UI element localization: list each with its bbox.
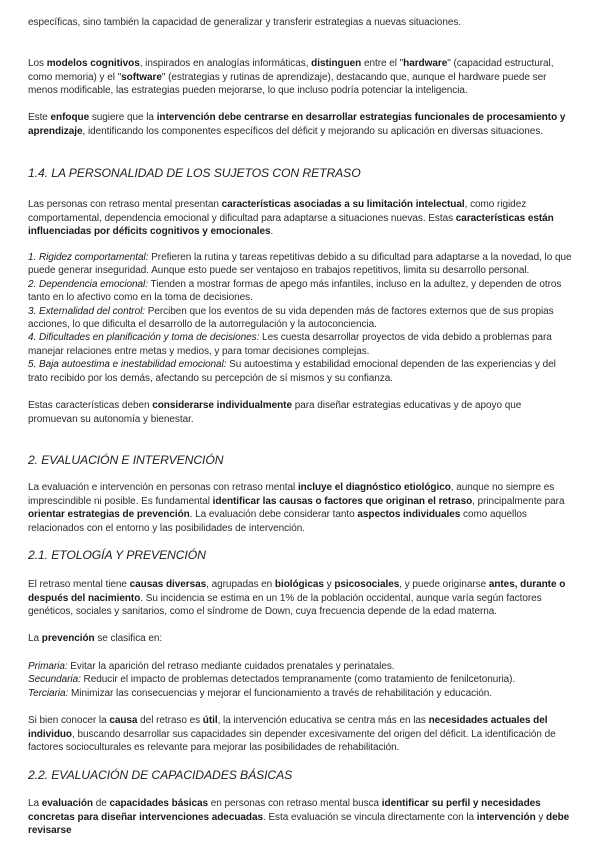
text-run: , como rigidez comportamental, dependencia emocional y dificultad para adaptarse a situaciones nuevas. Estas (28, 199, 527, 224)
list-item-label: Terciaria: (28, 687, 69, 699)
text-run: en personas con retraso mental busca (208, 798, 382, 809)
paragraph-personality-outro (28, 399, 573, 426)
paragraph-cognitive-models (28, 57, 573, 98)
text-run: , la intervención educativa se centra más en las (217, 715, 429, 726)
text-run: . La evaluación debe considerar tanto (189, 509, 358, 521)
list-item-label: Secundaria: (28, 674, 81, 686)
bold-run: identificar su perfil y necesidades concretas para diseñar intervenciones adecuadas (28, 798, 541, 823)
text-run: se clasifica en: (94, 633, 163, 644)
list-item (28, 305, 573, 332)
personality-traits-list (28, 251, 573, 385)
paragraph-approach (28, 111, 573, 138)
text-run: , buscando desarrollar sus capacidades sin depender excesivamente del origen del déficit. La identificación de factores socioculturales es relevante para mejorar las posibilidades de rehabilitación. (28, 728, 556, 754)
text-run: para diseñar estrategias educativas y de apoyo que promuevan su autonomía y bienestar. (28, 400, 522, 425)
bold-run: modelos cognitivos (46, 58, 140, 69)
bold-run: software (121, 71, 162, 83)
bold-run: identificar las causas o factores que originan el retraso (212, 495, 473, 507)
list-item-text: Su autoestima y estabilidad emocional dependen de las experiencias y del trato recibido por los demás, afectando su percepción de sí mismos y su confianza. (28, 359, 556, 384)
section-heading-personality: 1.4. LA PERSONALIDAD DE LOS SUJETOS CON RETRASO (28, 166, 361, 180)
list-item-text: Minimizar las consecuencias y mejorar el funcionamiento a través de rehabilitación y educación. (68, 687, 493, 699)
list-item (28, 687, 573, 700)
paragraph-basic-capacities (28, 797, 573, 838)
bold-run: hardware (403, 58, 448, 69)
text-run: El retraso mental tiene (28, 579, 130, 590)
text-run: La evaluación e intervención en personas con retraso mental (28, 482, 298, 493)
text-run: sugiere que la (89, 112, 157, 123)
list-item (28, 660, 573, 673)
text-run: entre el " (361, 58, 404, 69)
list-item-label: 2. Dependencia emocional: (28, 278, 148, 290)
section-heading-basic-capacities: 2.2. EVALUACIÓN DE CAPACIDADES BÁSICAS (28, 768, 293, 782)
text-run: . Esta evaluación se vincula directamente con la (262, 811, 477, 823)
text-run: , y puede originarse (399, 579, 489, 590)
text-run: , identificando los componentes específicos del déficit y mejorando su aplicación en diversas situaciones. (82, 125, 544, 137)
bold-run: intervención debe centrarse en desarrollar estrategias funcionales de procesamiento y aprendizaje (28, 112, 566, 137)
bold-run: orientar estrategias de prevención (28, 509, 190, 521)
text-run: " (estrategias y rutinas de aprendizaje), destacando que, aunque el hardware puede ser menos modificable, las estrategias pueden mejorarse, lo que incluso podría potenciar la inteligencia. (28, 71, 547, 97)
text-run: y (323, 579, 335, 590)
list-item-text: Prefieren la rutina y tareas repetitivas debido a su dificultad para adaptarse a la novedad, lo que puede generar inseguridad. Aunque esto puede ser ventajoso en trabajos repetitivos, limita su desarrollo personal. (28, 252, 572, 277)
text-run: " (capacidad estructural, como memoria) y el " (28, 58, 554, 83)
list-item-text: Les cuesta desarrollar proyectos de vida debido a problemas para manejar relaciones entre metas y medios, y para tomar decisiones complejas. (28, 332, 552, 357)
bold-run: antes, durante o después del nacimiento (28, 579, 566, 604)
section-heading-evaluation: 2. EVALUACIÓN E INTERVENCIÓN (28, 453, 224, 467)
list-item (28, 673, 573, 686)
text-run: Si bien conocer la (28, 715, 110, 726)
list-item-label: Primaria: (28, 661, 68, 672)
list-item (28, 331, 573, 358)
bold-run: causa (109, 715, 138, 726)
list-item-text: Tienden a mostrar formas de apego más infantiles, incluso en la adultez, y dependen de otros tanto en lo afectivo como en la toma de decisiones. (28, 278, 562, 304)
text-run: , aunque no siempre es imprescindible ni posible. Es fundamental (28, 482, 555, 507)
bold-run: debe revisarse (28, 811, 570, 837)
paragraph-personality-intro (28, 198, 573, 239)
prevention-list (28, 660, 573, 700)
list-item-label: 1. Rigidez comportamental: (28, 252, 149, 263)
bold-run: evaluación (41, 798, 93, 809)
bold-run: psicosociales (334, 579, 400, 590)
bold-run: útil (202, 715, 218, 726)
paragraph-cause-usefulness (28, 714, 573, 755)
list-item-text: Evitar la aparición del retraso mediante cuidados prenatales y perinatales. (67, 661, 395, 672)
bold-run: considerarse individualmente (152, 400, 292, 411)
bold-run: aspectos individuales (357, 509, 461, 521)
text-run: Este (28, 112, 51, 123)
bold-run: intervención (476, 811, 536, 823)
text-run: Los (28, 58, 47, 69)
bold-run: capacidades básicas (109, 798, 209, 809)
paragraph-etiology (28, 578, 573, 619)
paragraph-evaluation (28, 481, 573, 535)
text-run: y (535, 811, 547, 823)
bold-run: necesidades actuales del individuo (28, 715, 548, 740)
text-run: como aquellos relacionados con el entorno y las posibilidades de intervención. (28, 509, 527, 534)
paragraph-prevention-intro (28, 632, 573, 646)
list-item (28, 251, 573, 278)
bold-run: enfoque (50, 112, 90, 123)
text-run: La (28, 798, 42, 809)
bold-run: características están influenciadas por déficits cognitivos y emocionales (28, 212, 554, 238)
list-item (28, 278, 573, 305)
list-item-label: 3. Externalidad del control: (28, 305, 146, 317)
list-item-text: Reducir el impacto de problemas detectados tempranamente (como tratamiento de fenilcetonuria). (80, 674, 516, 686)
bold-run: biológicas (274, 579, 324, 590)
text-run: de (92, 798, 110, 809)
section-heading-etiology: 2.1. ETOLOGÍA Y PREVENCIÓN (28, 548, 206, 562)
bold-run: causas diversas (129, 579, 207, 590)
bold-run: distinguen (311, 58, 362, 69)
text-run: Estas características deben (28, 400, 153, 411)
text-run: , inspirados en analogías informáticas, (139, 58, 312, 69)
list-items (28, 660, 573, 700)
text-run: . Su incidencia se estima en un 1% de la población occidental, aunque varía según factores genéticos, sociales y sanitarios, como el síndrome de Down, cuya frecuencia depende de la edad materna. (28, 592, 542, 618)
text-run: del retraso es (137, 715, 203, 726)
paragraph-intro-end: específicas, sino también la capacidad de generalizar y transferir estrategias a nuevas situaciones. (28, 17, 462, 28)
list-item-label: 4. Dificultades en planificación y toma de decisiones: (28, 332, 260, 344)
text-run: . (270, 226, 274, 238)
list-item (28, 358, 573, 385)
bold-run: incluye el diagnóstico etiológico (297, 482, 451, 493)
list-items (28, 251, 573, 385)
text-run: La (28, 633, 42, 644)
text-run: , principalmente para (472, 495, 565, 507)
text-run: , agrupadas en (206, 579, 275, 590)
bold-run: características asociadas a su limitación intelectual (221, 199, 465, 210)
bold-run: prevención (41, 633, 95, 644)
list-item-label: 5. Baja autoestima e inestabilidad emocional: (28, 359, 227, 371)
text-run: Las personas con retraso mental presentan (28, 199, 222, 210)
list-item-text: Perciben que los eventos de su vida dependen más de factores externos que de sus propias acciones, lo que dificulta el desarrollo de la autorregulación y la autoconciencia. (28, 305, 554, 331)
